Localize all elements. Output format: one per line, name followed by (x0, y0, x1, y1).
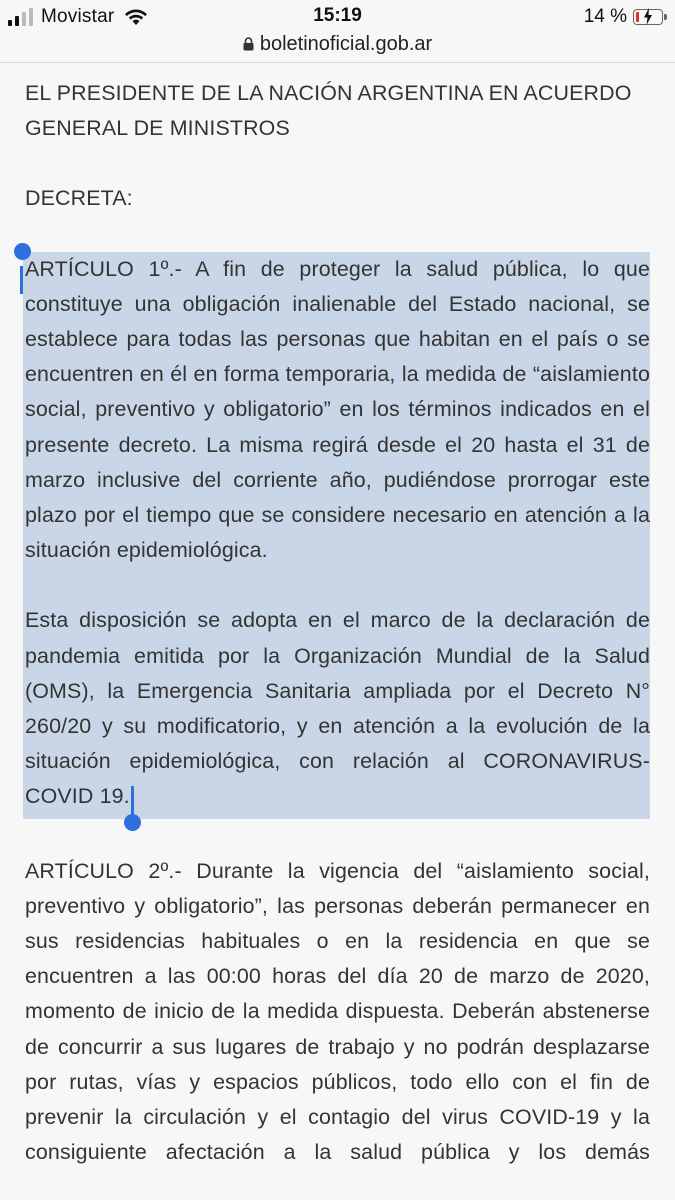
article-1: ARTÍCULO 1º.- A fin de proteger la salud pública, lo que constituye una obligación inalienable del Estado nacional, se establece para todas las personas que habitan en el país o se encuentren en él en forma temporaria, la medida de “aislamiento social, preventivo y obligatorio” en los términos indicados en el presente decreto. La misma regirá desde el 20 hasta el 31 de marzo inclusive del corriente año, pudiéndose prorrogar este plazo por el tiempo que se considere necesario en atención a la situación epidemiológica. (25, 256, 650, 563)
address-bar[interactable] (0, 28, 675, 60)
toolbar-divider (0, 62, 675, 63)
status-right (584, 6, 663, 28)
signal-bars-icon (8, 8, 33, 26)
battery-level (636, 12, 639, 22)
article-2: ARTÍCULO 2º.- Durante la vigencia del “aislamiento social, preventivo y obligatorio”, las personas deberán permanecer en sus residencias habituales o en la residencia en que se encuentren a las 00:00 horas del día 20 de marzo de 2020, momento de inicio de la medida dispuesta. Deberán abstenerse de concurrir a sus lugares de trabajo y no podrán desplazarse por rutas, vías y espacios públicos, todo ello con el fin de prevenir la circulación y el contagio del virus COVID-19 y la consiguiente afectación a la salud pública y los demás (25, 858, 650, 1165)
battery-percentage: 14 % (583, 6, 627, 27)
battery-charging-icon (633, 9, 663, 25)
selection-start-caret (20, 266, 23, 294)
wifi-icon (124, 8, 148, 26)
url-text[interactable]: boletinoficial.gob.ar (259, 32, 433, 55)
text-selection[interactable] (23, 252, 650, 819)
bolt-icon (643, 8, 653, 25)
lock-icon (243, 37, 254, 51)
clock: 15:19 (313, 5, 362, 26)
decreta-label: DECRETA: (25, 186, 133, 211)
article-1-paragraph-2: Esta disposición se adopta en el marco de la declaración de pandemia emitida por la Organización Mundial de la Salud (OMS), la Emergencia Sanitaria ampliada por el Decreto N° 260/20 y su modificatorio, y en atención a la evolución de la situación epidemiológica, con relación al CORONAVIRUS-COVID 19. (25, 608, 650, 809)
selection-end-caret (131, 786, 134, 816)
document-body (25, 76, 650, 1170)
status-left (8, 6, 148, 28)
carrier-name: Movistar (41, 6, 115, 27)
selection-start-handle[interactable] (14, 243, 31, 260)
decree-heading: EL PRESIDENTE DE LA NACIÓN ARGENTINA EN ACUERDO GENERAL DE MINISTROS (25, 81, 632, 141)
